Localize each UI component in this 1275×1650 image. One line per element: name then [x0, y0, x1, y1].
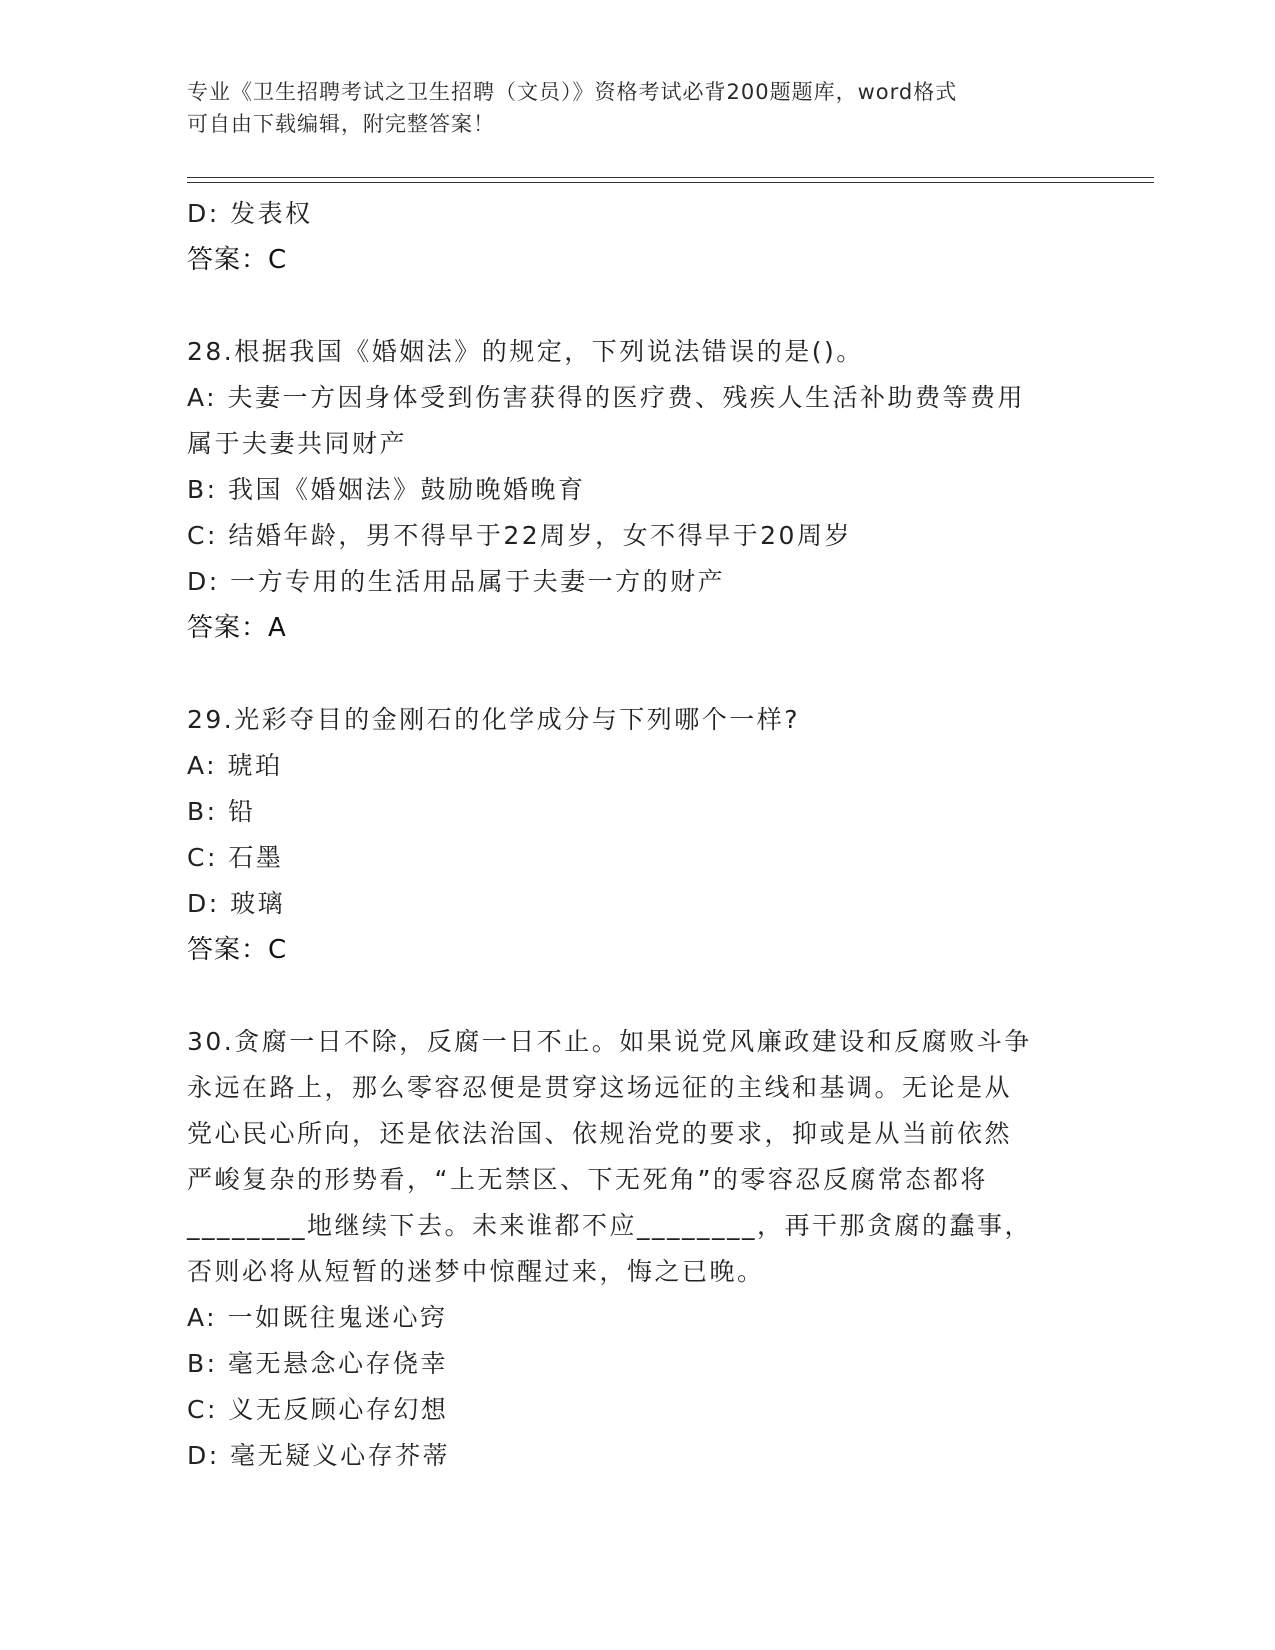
option-d: D: 玻璃	[187, 889, 286, 918]
question-stem-line-2: 永远在路上，那么零容忍便是贯穿这场远征的主线和基调。无论是从	[187, 1073, 1013, 1102]
question-stem-line-3: 党心民心所向，还是依法治国、依规治党的要求，抑或是从当前依然	[187, 1119, 1013, 1148]
question-block-28	[187, 329, 1087, 651]
question-list	[187, 191, 1087, 1479]
option-c: C: 石墨	[187, 843, 284, 872]
question-stem-line-6: 否则必将从短暂的迷梦中惊醒过来，悔之已晚。	[187, 1257, 765, 1286]
header-divider-top	[187, 177, 1154, 178]
question-block-30	[187, 1019, 1087, 1479]
option-a: A: 琥珀	[187, 751, 283, 780]
question-stem-line-5: ________地继续下去。未来谁都不应________，再干那贪腐的蠢事，	[187, 1211, 1033, 1240]
option-a: A: 一如既往鬼迷心窍	[187, 1303, 448, 1332]
option-b: B: 毫无悬念心存侥幸	[187, 1349, 449, 1378]
spacer	[187, 973, 1087, 1019]
answer-label: 答案：A	[187, 613, 287, 643]
option-d: D: 一方专用的生活用品属于夫妻一方的财产	[187, 567, 726, 596]
header-title-line-1: 专业《卫生招聘考试之卫生招聘（文员）》资格考试必背200题题库，word格式	[187, 80, 958, 104]
option-a: A: 夫妻一方因身体受到伤害获得的医疗费、残疾人生活补助费等费用	[187, 383, 1026, 412]
option-b: B: 铅	[187, 797, 256, 826]
answer-label: 答案：C	[187, 935, 288, 965]
answer-label: 答案：C	[187, 245, 288, 275]
header-divider-bottom	[187, 182, 1154, 183]
option-a-continued: 属于夫妻共同财产	[187, 429, 408, 458]
question-stem-line-4: 严峻复杂的形势看，“上无禁区、下无死角”的零容忍反腐常态都将	[187, 1165, 988, 1194]
question-block-29	[187, 697, 1087, 973]
option-d: D: 发表权	[187, 199, 313, 228]
spacer	[187, 283, 1087, 329]
option-d: D: 毫无疑义心存芥蒂	[187, 1441, 451, 1470]
option-c: C: 结婚年龄，男不得早于22周岁，女不得早于20周岁	[187, 521, 852, 550]
page-header	[187, 76, 1067, 140]
spacer	[187, 651, 1087, 697]
question-stem: 29.光彩夺目的金刚石的化学成分与下列哪个一样?	[187, 705, 801, 734]
header-title-line-2: 可自由下载编辑，附完整答案！	[187, 112, 495, 136]
question-stem: 28.根据我国《婚姻法》的规定，下列说法错误的是()。	[187, 337, 864, 366]
option-c: C: 义无反顾心存幻想	[187, 1395, 449, 1424]
question-block-27	[187, 191, 1087, 283]
option-b: B: 我国《婚姻法》鼓励晚婚晚育	[187, 475, 586, 504]
question-stem-line-1: 30.贪腐一日不除，反腐一日不止。如果说党风廉政建设和反腐败斗争	[187, 1027, 1032, 1056]
